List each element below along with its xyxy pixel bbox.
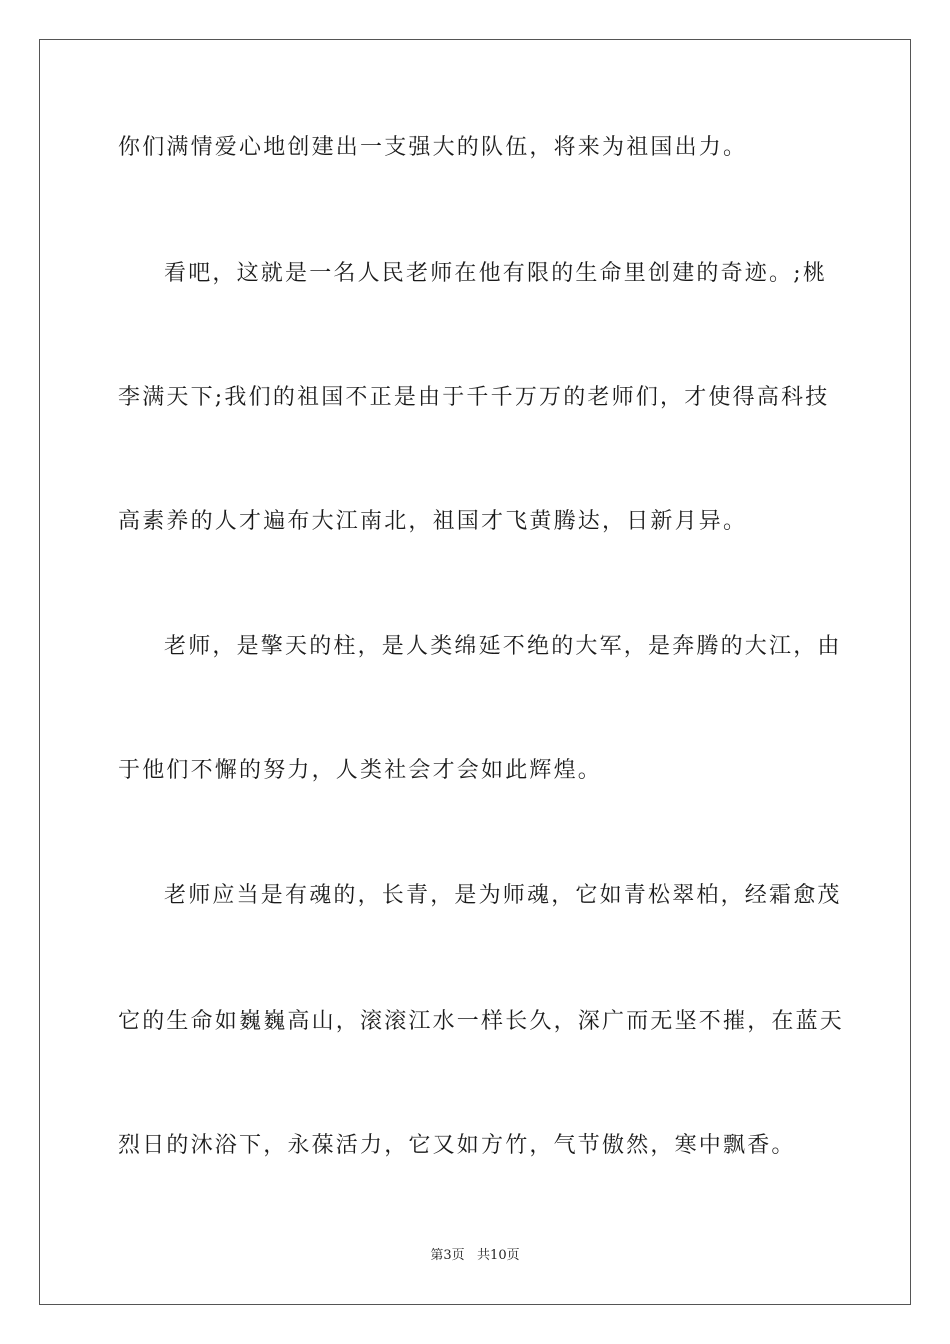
page-border <box>39 39 911 1305</box>
paragraph-line-5: 老师，是擎天的柱，是人类绵延不绝的大军，是奔腾的大江，由 <box>164 634 842 659</box>
paragraph-line-8: 它的生命如巍巍高山，滚滚江水一样长久，深广而无坚不摧，在蓝天 <box>118 1009 845 1034</box>
paragraph-line-3: 李满天下;我们的祖国不正是由于千千万万的老师们，才使得高科技 <box>118 385 830 410</box>
paragraph-line-1: 你们满情爱心地创建出一支强大的队伍，将来为祖国出力。 <box>118 135 748 160</box>
paragraph-line-4: 高素养的人才遍布大江南北，祖国才飞黄腾达，日新月异。 <box>118 509 748 534</box>
page-number-footer: 第3页 共10页 <box>430 1248 520 1263</box>
paragraph-line-2: 看吧，这就是一名人民老师在他有限的生命里创建的奇迹。;桃 <box>164 261 828 286</box>
paragraph-line-7: 老师应当是有魂的，长青，是为师魂，它如青松翠柏，经霜愈茂 <box>164 883 842 908</box>
paragraph-line-9: 烈日的沐浴下，永葆活力，它又如方竹，气节傲然，寒中飘香。 <box>118 1133 796 1158</box>
paragraph-line-6: 于他们不懈的努力，人类社会才会如此辉煌。 <box>118 758 603 783</box>
